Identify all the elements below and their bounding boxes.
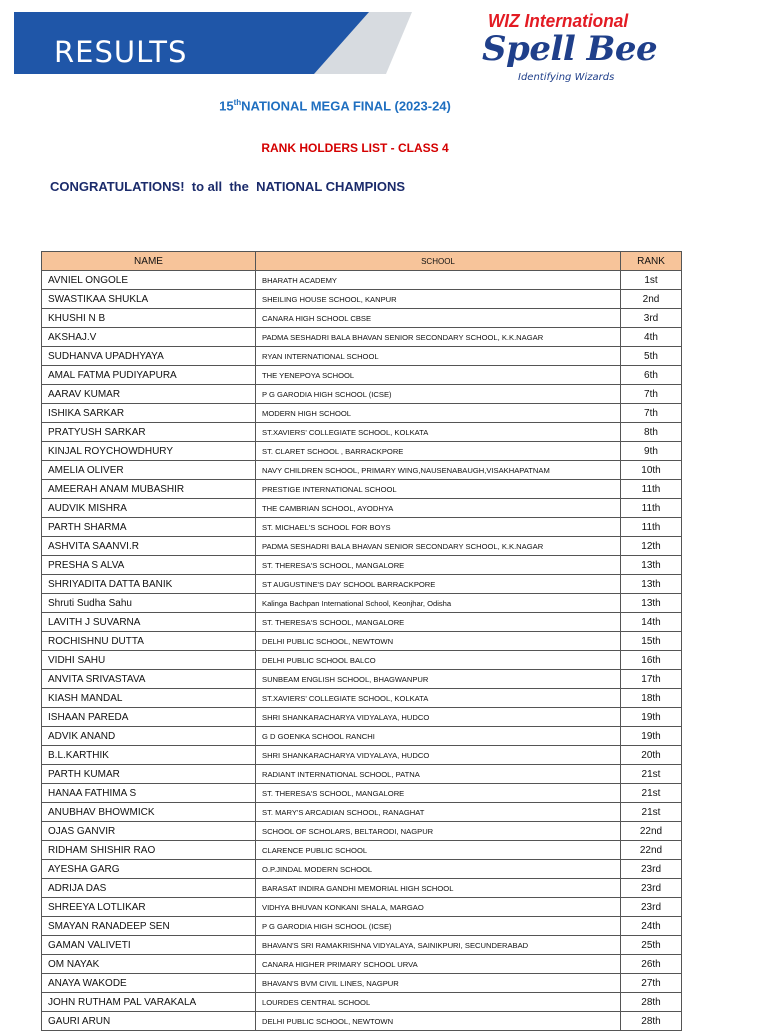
- name-cell: AMEERAH ANAM MUBASHIR: [42, 480, 256, 499]
- table-row: [42, 670, 682, 689]
- name-cell: KIASH MANDAL: [42, 689, 256, 708]
- name-cell: SWASTIKAA SHUKLA: [42, 290, 256, 309]
- rank-cell: 9th: [621, 442, 682, 461]
- school-cell: NAVY CHILDREN SCHOOL, PRIMARY WING,NAUSENABAUGH,VISAKHAPATNAM: [256, 461, 621, 480]
- name-cell: RIDHAM SHISHIR RAO: [42, 841, 256, 860]
- school-cell: THE CAMBRIAN SCHOOL, AYODHYA: [256, 499, 621, 518]
- table-row: [42, 974, 682, 993]
- heading-ordinal: 15: [219, 98, 234, 114]
- school-cell: MODERN HIGH SCHOOL: [256, 404, 621, 423]
- rank-cell: 12th: [621, 537, 682, 556]
- school-cell: BHAVAN'S BVM CIVIL LINES, NAGPUR: [256, 974, 621, 993]
- table-row: [42, 537, 682, 556]
- rank-cell: 21st: [621, 784, 682, 803]
- table-row: [42, 841, 682, 860]
- rank-table-body: [42, 271, 682, 1031]
- rank-cell: 23rd: [621, 860, 682, 879]
- table-row: [42, 575, 682, 594]
- table-row: [42, 499, 682, 518]
- rank-cell: 14th: [621, 613, 682, 632]
- school-cell: PADMA SESHADRI BALA BHAVAN SENIOR SECONDARY SCHOOL, K.K.NAGAR: [256, 328, 621, 347]
- rank-cell: 8th: [621, 423, 682, 442]
- table-row: [42, 689, 682, 708]
- school-cell: ST.XAVIERS' COLLEGIATE SCHOOL, KOLKATA: [256, 689, 621, 708]
- table-row: [42, 556, 682, 575]
- name-cell: JOHN RUTHAM PAL VARAKALA: [42, 993, 256, 1012]
- header-school: SCHOOL: [256, 252, 621, 271]
- table-row: [42, 442, 682, 461]
- school-cell: ST. THERESA'S SCHOOL, MANGALORE: [256, 556, 621, 575]
- table-row: [42, 594, 682, 613]
- school-cell: BARASAT INDIRA GANDHI MEMORIAL HIGH SCHOOL: [256, 879, 621, 898]
- school-cell: G D GOENKA SCHOOL RANCHI: [256, 727, 621, 746]
- name-cell: AUDVIK MISHRA: [42, 499, 256, 518]
- name-cell: PRATYUSH SARKAR: [42, 423, 256, 442]
- logo-brand-text: WIZ International: [488, 11, 629, 31]
- rank-cell: 15th: [621, 632, 682, 651]
- name-cell: B.L.KARTHIK: [42, 746, 256, 765]
- rank-cell: 11th: [621, 499, 682, 518]
- school-cell: VIDHYA BHUVAN KONKANI SHALA, MARGAO: [256, 898, 621, 917]
- school-cell: ST AUGUSTINE'S DAY SCHOOL BARRACKPORE: [256, 575, 621, 594]
- banner-title: RESULTS: [54, 35, 188, 69]
- name-cell: SMAYAN RANADEEP SEN: [42, 917, 256, 936]
- table-row: [42, 518, 682, 537]
- name-cell: AYESHA GARG: [42, 860, 256, 879]
- name-cell: KINJAL ROYCHOWDHURY: [42, 442, 256, 461]
- school-cell: DELHI PUBLIC SCHOOL, NEWTOWN: [256, 1012, 621, 1031]
- logo-tagline: Identifying Wizards: [518, 72, 615, 83]
- rank-cell: 19th: [621, 708, 682, 727]
- table-row: [42, 423, 682, 442]
- name-cell: AARAV KUMAR: [42, 385, 256, 404]
- name-cell: ANAYA WAKODE: [42, 974, 256, 993]
- rank-table: [41, 251, 682, 1031]
- table-row: [42, 328, 682, 347]
- table-row: [42, 480, 682, 499]
- rank-cell: 17th: [621, 670, 682, 689]
- name-cell: SHRIYADITA DATTA BANIK: [42, 575, 256, 594]
- school-cell: PRESTIGE INTERNATIONAL SCHOOL: [256, 480, 621, 499]
- rank-cell: 1st: [621, 271, 682, 290]
- name-cell: HANAA FATHIMA S: [42, 784, 256, 803]
- logo-main-text: Spell Bee: [482, 29, 658, 69]
- table-row: [42, 993, 682, 1012]
- rank-cell: 21st: [621, 765, 682, 784]
- rank-cell: 3rd: [621, 309, 682, 328]
- name-cell: SUDHANVA UPADHYAYA: [42, 347, 256, 366]
- rank-cell: 19th: [621, 727, 682, 746]
- name-cell: GAMAN VALIVETI: [42, 936, 256, 955]
- rank-cell: 16th: [621, 651, 682, 670]
- rank-cell: 18th: [621, 689, 682, 708]
- table-row: [42, 879, 682, 898]
- rank-list-subheading: RANK HOLDERS LIST - CLASS 4: [261, 141, 449, 155]
- table-row: [42, 385, 682, 404]
- name-cell: LAVITH J SUVARNA: [42, 613, 256, 632]
- rank-cell: 2nd: [621, 290, 682, 309]
- table-row: [42, 461, 682, 480]
- rank-cell: 21st: [621, 803, 682, 822]
- name-cell: ANUBHAV BHOWMICK: [42, 803, 256, 822]
- table-row: [42, 309, 682, 328]
- name-cell: AMELIA OLIVER: [42, 461, 256, 480]
- table-row: [42, 765, 682, 784]
- rank-cell: 11th: [621, 518, 682, 537]
- heading-title: NATIONAL MEGA FINAL (2023-24): [241, 98, 451, 114]
- school-cell: ST.XAVIERS' COLLEGIATE SCHOOL, KOLKATA: [256, 423, 621, 442]
- name-cell: OM NAYAK: [42, 955, 256, 974]
- school-cell: BHAVAN'S SRI RAMAKRISHNA VIDYALAYA, SAINIKPURI, SECUNDERABAD: [256, 936, 621, 955]
- school-cell: RYAN INTERNATIONAL SCHOOL: [256, 347, 621, 366]
- name-cell: AKSHAJ.V: [42, 328, 256, 347]
- school-cell: DELHI PUBLIC SCHOOL, NEWTOWN: [256, 632, 621, 651]
- school-cell: LOURDES CENTRAL SCHOOL: [256, 993, 621, 1012]
- table-row: [42, 803, 682, 822]
- rank-cell: 28th: [621, 1012, 682, 1031]
- school-cell: ST. THERESA'S SCHOOL, MANGALORE: [256, 613, 621, 632]
- rank-cell: 5th: [621, 347, 682, 366]
- rank-cell: 11th: [621, 480, 682, 499]
- rank-cell: 23rd: [621, 879, 682, 898]
- table-row: [42, 1012, 682, 1031]
- school-cell: Kalinga Bachpan International School, Keonjhar, Odisha: [256, 594, 621, 613]
- table-row: [42, 955, 682, 974]
- school-cell: SHEILING HOUSE SCHOOL, KANPUR: [256, 290, 621, 309]
- name-cell: AVNIEL ONGOLE: [42, 271, 256, 290]
- spell-bee-logo: [474, 8, 674, 88]
- rank-cell: 4th: [621, 328, 682, 347]
- table-row: [42, 822, 682, 841]
- rank-cell: 13th: [621, 556, 682, 575]
- table-row: [42, 404, 682, 423]
- congratulations-text: CONGRATULATIONS! to all the NATIONAL CHAMPIONS: [50, 179, 406, 194]
- rank-cell: 28th: [621, 993, 682, 1012]
- table-row: [42, 347, 682, 366]
- school-cell: ST. CLARET SCHOOL , BARRACKPORE: [256, 442, 621, 461]
- table-row: [42, 366, 682, 385]
- table-row: [42, 290, 682, 309]
- rank-cell: 10th: [621, 461, 682, 480]
- school-cell: SHRI SHANKARACHARYA VIDYALAYA, HUDCO: [256, 708, 621, 727]
- school-cell: CLARENCE PUBLIC SCHOOL: [256, 841, 621, 860]
- rank-cell: 23rd: [621, 898, 682, 917]
- school-cell: P G GARODIA HIGH SCHOOL (ICSE): [256, 917, 621, 936]
- name-cell: SHREEYA LOTLIKAR: [42, 898, 256, 917]
- school-cell: CANARA HIGH SCHOOL CBSE: [256, 309, 621, 328]
- table-row: [42, 727, 682, 746]
- event-heading: [0, 98, 670, 113]
- name-cell: ISHIKA SARKAR: [42, 404, 256, 423]
- name-cell: ISHAAN PAREDA: [42, 708, 256, 727]
- table-row: [42, 708, 682, 727]
- rank-cell: 7th: [621, 385, 682, 404]
- school-cell: BHARATH ACADEMY: [256, 271, 621, 290]
- rank-cell: 6th: [621, 366, 682, 385]
- rank-cell: 7th: [621, 404, 682, 423]
- name-cell: AMAL FATMA PUDIYAPURA: [42, 366, 256, 385]
- name-cell: ADRIJA DAS: [42, 879, 256, 898]
- table-row: [42, 784, 682, 803]
- school-cell: ST. MARY'S ARCADIAN SCHOOL, RANAGHAT: [256, 803, 621, 822]
- table-row: [42, 917, 682, 936]
- rank-cell: 25th: [621, 936, 682, 955]
- school-cell: ST. MICHAEL'S SCHOOL FOR BOYS: [256, 518, 621, 537]
- rank-cell: 20th: [621, 746, 682, 765]
- table-row: [42, 746, 682, 765]
- school-cell: SCHOOL OF SCHOLARS, BELTARODI, NAGPUR: [256, 822, 621, 841]
- school-cell: RADIANT INTERNATIONAL SCHOOL, PATNA: [256, 765, 621, 784]
- school-cell: PADMA SESHADRI BALA BHAVAN SENIOR SECONDARY SCHOOL, K.K.NAGAR: [256, 537, 621, 556]
- results-banner: [14, 12, 414, 74]
- rank-cell: 13th: [621, 575, 682, 594]
- school-cell: P G GARODIA HIGH SCHOOL (ICSE): [256, 385, 621, 404]
- name-cell: PRESHA S ALVA: [42, 556, 256, 575]
- school-cell: O.P.JINDAL MODERN SCHOOL: [256, 860, 621, 879]
- header-name: NAME: [42, 252, 256, 271]
- table-header-row: [42, 252, 682, 271]
- table-row: [42, 613, 682, 632]
- table-row: [42, 860, 682, 879]
- heading-ordinal-suffix: th: [233, 98, 242, 107]
- school-cell: CANARA HIGHER PRIMARY SCHOOL URVA: [256, 955, 621, 974]
- table-row: [42, 271, 682, 290]
- name-cell: ROCHISHNU DUTTA: [42, 632, 256, 651]
- table-row: [42, 898, 682, 917]
- rank-cell: 26th: [621, 955, 682, 974]
- rank-cell: 22nd: [621, 822, 682, 841]
- table-row: [42, 936, 682, 955]
- name-cell: PARTH SHARMA: [42, 518, 256, 537]
- rank-cell: 22nd: [621, 841, 682, 860]
- name-cell: VIDHI SAHU: [42, 651, 256, 670]
- rank-cell: 13th: [621, 594, 682, 613]
- name-cell: Shruti Sudha Sahu: [42, 594, 256, 613]
- school-cell: DELHI PUBLIC SCHOOL BALCO: [256, 651, 621, 670]
- school-cell: THE YENEPOYA SCHOOL: [256, 366, 621, 385]
- name-cell: KHUSHI N B: [42, 309, 256, 328]
- header-rank: RANK: [621, 252, 682, 271]
- table-row: [42, 651, 682, 670]
- school-cell: SUNBEAM ENGLISH SCHOOL, BHAGWANPUR: [256, 670, 621, 689]
- name-cell: PARTH KUMAR: [42, 765, 256, 784]
- name-cell: GAURI ARUN: [42, 1012, 256, 1031]
- table-row: [42, 632, 682, 651]
- rank-cell: 24th: [621, 917, 682, 936]
- school-cell: SHRI SHANKARACHARYA VIDYALAYA, HUDCO: [256, 746, 621, 765]
- name-cell: ADVIK ANAND: [42, 727, 256, 746]
- rank-cell: 27th: [621, 974, 682, 993]
- name-cell: ANVITA SRIVASTAVA: [42, 670, 256, 689]
- name-cell: ASHVITA SAANVI.R: [42, 537, 256, 556]
- school-cell: ST. THERESA'S SCHOOL, MANGALORE: [256, 784, 621, 803]
- name-cell: OJAS GANVIR: [42, 822, 256, 841]
